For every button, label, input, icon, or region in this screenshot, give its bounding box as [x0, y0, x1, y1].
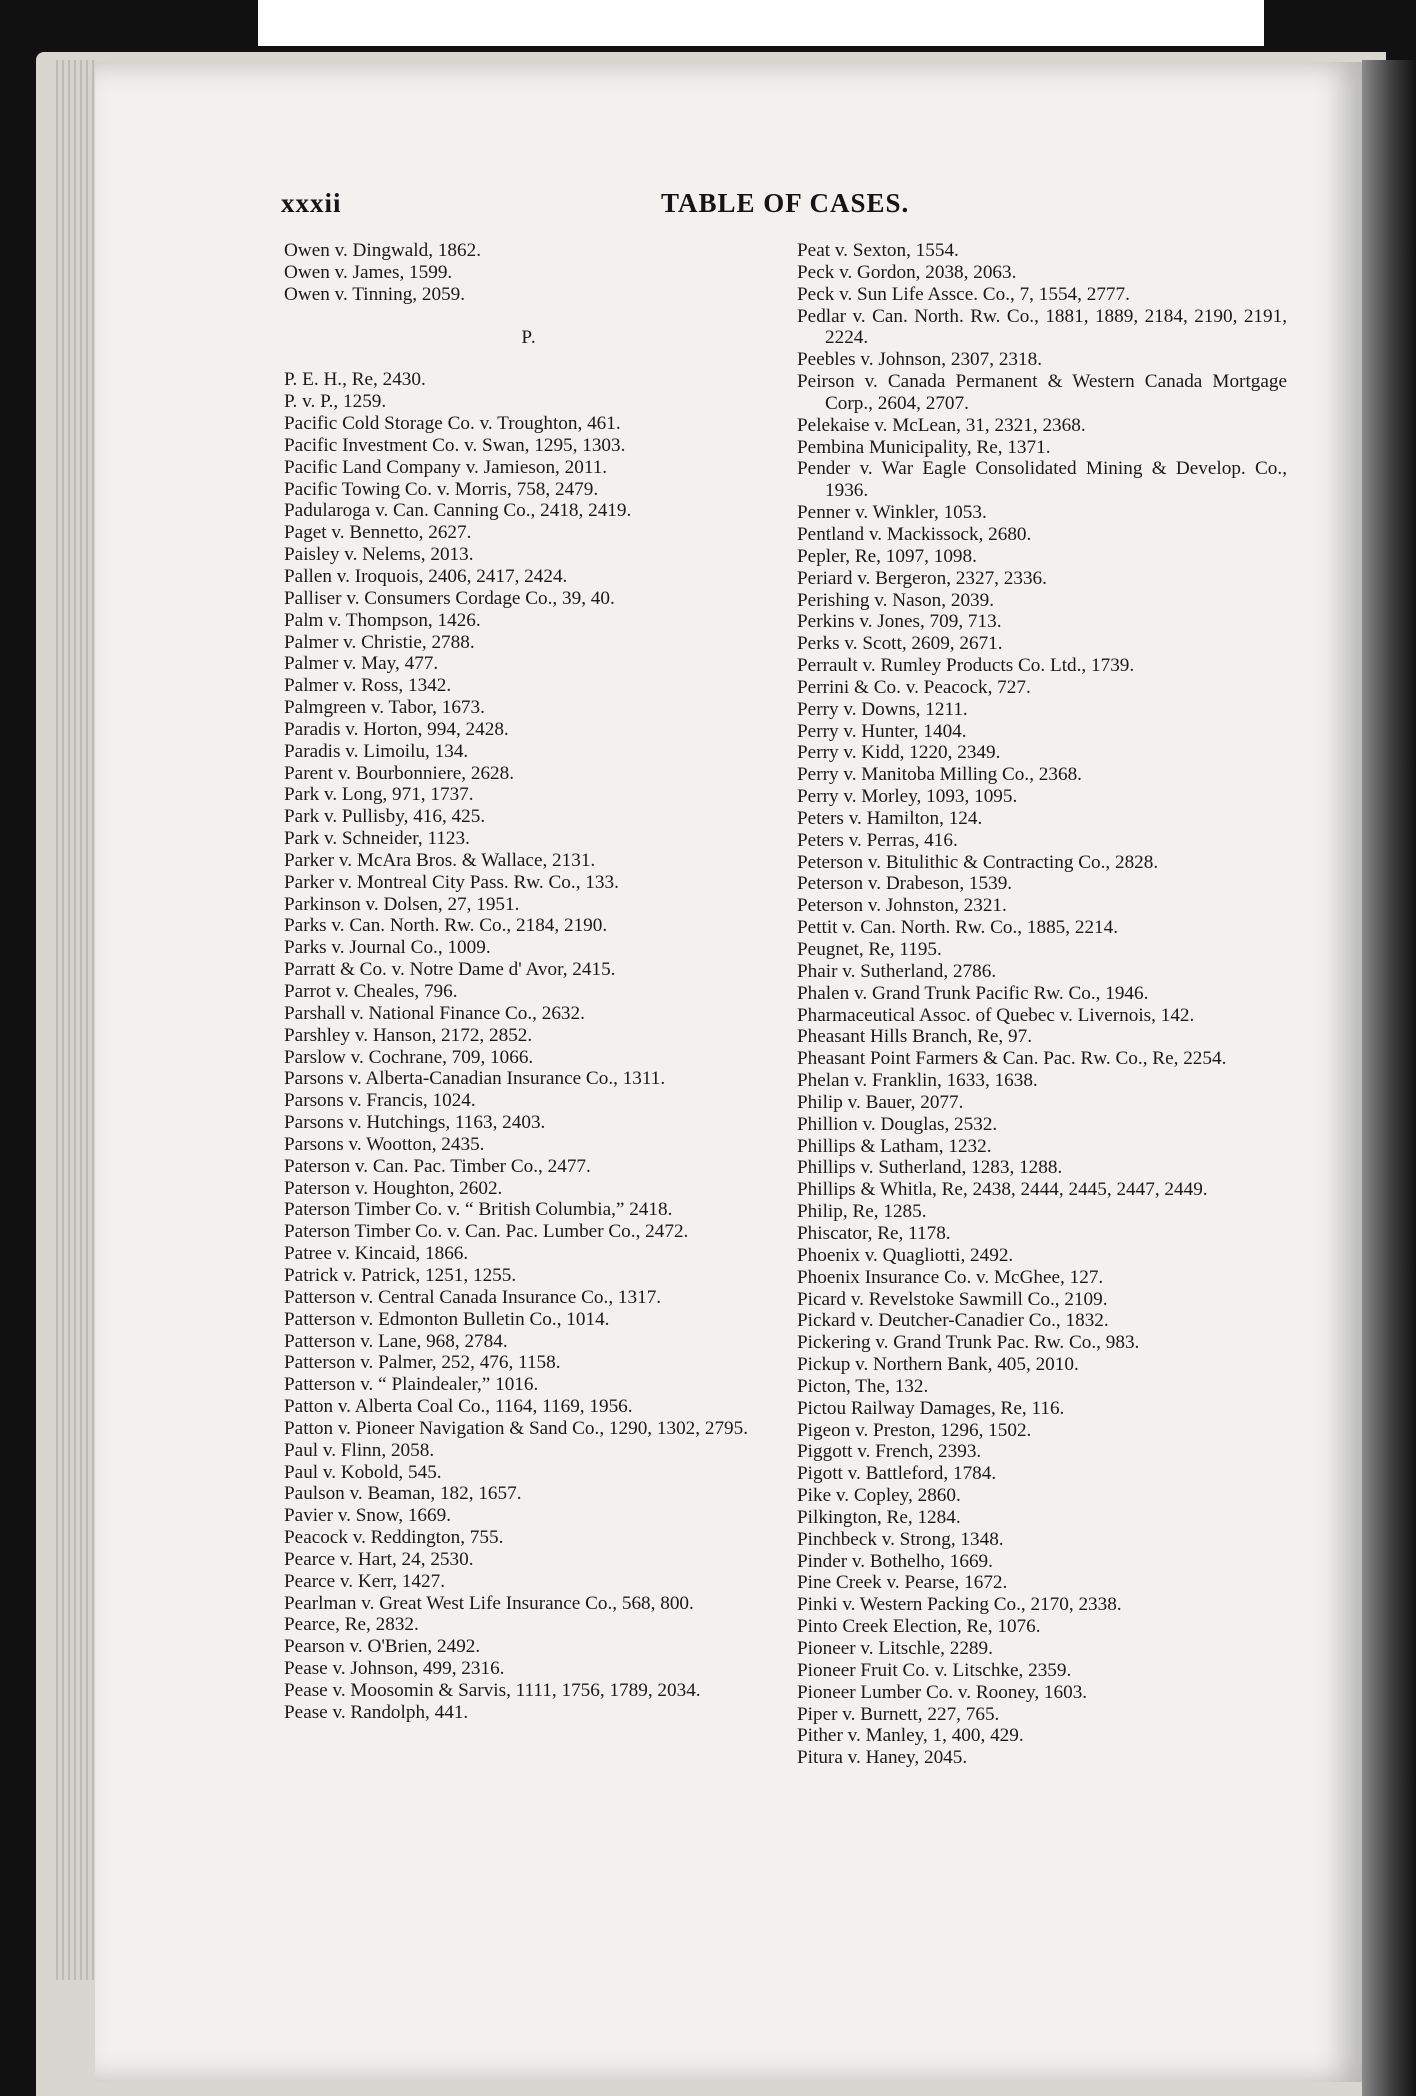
case-entry: Paul v. Flinn, 2058. — [284, 1439, 435, 1461]
case-entry: Peacock v. Reddington, 755. — [284, 1527, 504, 1549]
case-entry: Penner v. Winkler, 1053. — [797, 502, 987, 524]
case-entry: Phalen v. Grand Trunk Pacific Rw. Co., 1946. — [797, 982, 1149, 1004]
section-letter: P. — [521, 326, 537, 348]
case-entry: Pease v. Johnson, 499, 2316. — [284, 1658, 505, 1680]
case-entry: Pacific Investment Co. v. Swan, 1295, 1303. — [284, 434, 626, 456]
case-entry: Patrick v. Patrick, 1251, 1255. — [284, 1264, 517, 1286]
case-entry: Pettit v. Can. North. Rw. Co., 1885, 2214. — [797, 917, 1119, 939]
case-entry: Pearce v. Kerr, 1427. — [284, 1570, 446, 1592]
case-entry: Pilkington, Re, 1284. — [797, 1506, 961, 1528]
case-entry: Pinto Creek Election, Re, 1076. — [797, 1616, 1041, 1638]
case-entry: Palliser v. Consumers Cordage Co., 39, 40. — [284, 587, 615, 609]
case-entry: Perishing v. Nason, 2039. — [797, 589, 995, 611]
case-entry: Peterson v. Drabeson, 1539. — [797, 873, 1013, 895]
case-entry: Paterson Timber Co. v. “ British Columbia,” 2418. — [284, 1199, 673, 1221]
case-entry: Pickard v. Deutcher-Canadier Co., 1832. — [797, 1310, 1109, 1332]
case-entry: Patterson v. Lane, 968, 2784. — [284, 1330, 508, 1352]
case-entry: Pigott v. Battleford, 1784. — [797, 1463, 997, 1485]
case-entry: Pallen v. Iroquois, 2406, 2417, 2424. — [284, 565, 568, 587]
case-entry: Patton v. Pioneer Navigation & Sand Co., 1290, 1302, 2795. — [284, 1417, 749, 1439]
case-entry: Peterson v. Johnston, 2321. — [797, 895, 1007, 917]
case-entry: Pike v. Copley, 2860. — [797, 1485, 961, 1507]
case-entry: Paisley v. Nelems, 2013. — [284, 544, 474, 566]
case-entry: Periard v. Bergeron, 2327, 2336. — [797, 567, 1047, 589]
case-entry: Pavier v. Snow, 1669. — [284, 1505, 451, 1527]
case-entry: Pearce v. Hart, 24, 2530. — [284, 1548, 474, 1570]
case-entry: Phillion v. Douglas, 2532. — [797, 1113, 998, 1135]
case-entry: Pearce, Re, 2832. — [284, 1614, 419, 1636]
running-title: TABLE OF CASES. — [661, 188, 910, 218]
case-entry: Pharmaceutical Assoc. of Quebec v. Livernois, 142. — [797, 1004, 1195, 1026]
case-entry: Padularoga v. Can. Canning Co., 2418, 2419. — [284, 500, 632, 522]
case-entry: Pheasant Hills Branch, Re, 97. — [797, 1026, 1033, 1048]
case-entry: Parks v. Can. North. Rw. Co., 2184, 2190. — [284, 915, 608, 937]
case-entry: Perry v. Morley, 1093, 1095. — [797, 786, 1018, 808]
case-entry: Pacific Towing Co. v. Morris, 758, 2479. — [284, 478, 599, 500]
case-entry: Parsons v. Hutchings, 1163, 2403. — [284, 1112, 546, 1134]
case-entry: Parrot v. Cheales, 796. — [284, 981, 458, 1002]
case-entry: Peterson v. Bitulithic & Contracting Co., 2828. — [797, 851, 1159, 873]
case-entry: Parshley v. Hanson, 2172, 2852. — [284, 1024, 533, 1046]
case-entry: Paterson v. Houghton, 2602. — [284, 1177, 503, 1199]
case-entry: Palmgreen v. Tabor, 1673. — [284, 697, 485, 719]
case-entry: Paterson Timber Co. v. Can. Pac. Lumber Co., 2472. — [284, 1221, 689, 1243]
case-entry: Philip v. Bauer, 2077. — [797, 1091, 964, 1113]
case-entry: Pinder v. Bothelho, 1669. — [797, 1550, 993, 1572]
case-entry: Parshall v. National Finance Co., 2632. — [284, 1002, 585, 1024]
case-entry: Phillips & Whitla, Re, 2438, 2444, 2445, 2447, 2449. — [797, 1179, 1208, 1201]
case-entry: Phillips v. Sutherland, 1283, 1288. — [797, 1157, 1063, 1179]
case-entry: Paul v. Kobold, 545. — [284, 1461, 442, 1483]
case-entry: Picton, The, 132. — [797, 1375, 929, 1397]
case-entry: Pembina Municipality, Re, 1371. — [797, 436, 1051, 458]
case-entry: Pearson v. O'Brien, 2492. — [284, 1636, 481, 1658]
left-entries — [284, 369, 774, 1723]
case-entry: Peck v. Gordon, 2038, 2063. — [797, 261, 1017, 283]
case-entry: Parsons v. Francis, 1024. — [284, 1090, 476, 1112]
case-entry: Paget v. Bennetto, 2627. — [284, 522, 472, 544]
case-entry: Parkinson v. Dolsen, 27, 1951. — [284, 893, 520, 915]
page-header — [281, 188, 1285, 220]
case-entry: Pither v. Manley, 1, 400, 429. — [797, 1725, 1024, 1747]
case-entry: Phillips & Latham, 1232. — [797, 1135, 992, 1157]
case-entry: Patree v. Kincaid, 1866. — [284, 1243, 469, 1265]
case-entry: Patterson v. “ Plaindealer,” 1016. — [284, 1374, 539, 1396]
case-entry: Peat v. Sexton, 1554. — [797, 240, 959, 261]
case-entry: Patterson v. Central Canada Insurance Co., 1317. — [284, 1286, 662, 1308]
case-entry: Peirson v. Canada Permanent & Western Canada Mortgage Corp., 2604, 2707. — [797, 371, 1287, 414]
case-entry: Owen v. Tinning, 2059. — [284, 283, 466, 305]
right-entries — [797, 240, 1287, 1769]
page-stack-edge — [56, 60, 96, 1980]
case-entry: Park v. Long, 971, 1737. — [284, 784, 474, 806]
case-entry: Patton v. Alberta Coal Co., 1164, 1169, 1956. — [284, 1396, 633, 1418]
case-entry: Perks v. Scott, 2609, 2671. — [797, 633, 1003, 655]
case-entry: Picard v. Revelstoke Sawmill Co., 2109. — [797, 1288, 1108, 1310]
case-entry: Pentland v. Mackissock, 2680. — [797, 523, 1032, 545]
case-entry: Pictou Railway Damages, Re, 116. — [797, 1397, 1065, 1419]
case-entry: Palmer v. Ross, 1342. — [284, 675, 452, 697]
case-entry: Peters v. Perras, 416. — [797, 829, 958, 851]
case-entry: Parks v. Journal Co., 1009. — [284, 937, 491, 959]
case-entry: Perry v. Hunter, 1404. — [797, 720, 967, 742]
case-entry: Philip, Re, 1285. — [797, 1201, 927, 1223]
case-entry: Owen v. James, 1599. — [284, 261, 453, 283]
case-entry: Palmer v. Christie, 2788. — [284, 631, 475, 653]
case-entry: Peugnet, Re, 1195. — [797, 939, 942, 960]
case-entry: Pepler, Re, 1097, 1098. — [797, 545, 977, 567]
case-entry: Perrault v. Rumley Products Co. Ltd., 1739. — [797, 655, 1135, 677]
case-entry: Pigeon v. Preston, 1296, 1502. — [797, 1419, 1032, 1441]
case-entry: Perry v. Kidd, 1220, 2349. — [797, 742, 1001, 764]
case-entry: Pine Creek v. Pearse, 1672. — [797, 1572, 1008, 1594]
case-entry: Pitura v. Haney, 2045. — [797, 1747, 968, 1769]
case-entry: Pioneer Fruit Co. v. Litschke, 2359. — [797, 1659, 1072, 1681]
case-entry: Pheasant Point Farmers & Can. Pac. Rw. Co., Re, 2254. — [797, 1048, 1227, 1070]
case-entry: Pacific Land Company v. Jamieson, 2011. — [284, 456, 608, 478]
case-entry: Patterson v. Palmer, 252, 476, 1158. — [284, 1352, 561, 1374]
case-entry: Perrini & Co. v. Peacock, 727. — [797, 676, 1031, 698]
left-column — [284, 240, 774, 1724]
case-entry: Park v. Pullisby, 416, 425. — [284, 806, 486, 828]
case-entry: Parslow v. Cochrane, 709, 1066. — [284, 1046, 534, 1068]
case-entry: Phair v. Sutherland, 2786. — [797, 960, 997, 982]
case-entry: Pacific Cold Storage Co. v. Troughton, 461. — [284, 413, 621, 435]
page-number: xxxii — [281, 188, 342, 218]
case-entry: Pinki v. Western Packing Co., 2170, 2338. — [797, 1594, 1122, 1616]
case-entry: Pease v. Randolph, 441. — [284, 1701, 469, 1723]
case-entry: Palmer v. May, 477. — [284, 653, 439, 675]
case-entry: Palm v. Thompson, 1426. — [284, 609, 481, 631]
case-entry: Paradis v. Limoilu, 134. — [284, 740, 469, 762]
case-entry: Phiscator, Re, 1178. — [797, 1222, 951, 1244]
case-entry: Perry v. Manitoba Milling Co., 2368. — [797, 764, 1082, 786]
case-entry: Park v. Schneider, 1123. — [284, 828, 470, 850]
top-tab — [258, 0, 1264, 46]
case-entry: Perkins v. Jones, 709, 713. — [797, 611, 1002, 633]
case-entry: Pinchbeck v. Strong, 1348. — [797, 1528, 1004, 1550]
case-entry: Pioneer v. Litschle, 2289. — [797, 1638, 993, 1659]
case-entry: Parent v. Bourbonniere, 2628. — [284, 762, 515, 784]
case-entry: Patterson v. Edmonton Bulletin Co., 1014. — [284, 1308, 610, 1330]
right-column — [797, 240, 1287, 1769]
case-entry: Piggott v. French, 2393. — [797, 1441, 982, 1463]
case-entry: Pickup v. Northern Bank, 405, 2010. — [797, 1354, 1079, 1376]
case-entry: Perry v. Downs, 1211. — [797, 698, 968, 720]
case-entry: Pickering v. Grand Trunk Pac. Rw. Co., 983. — [797, 1332, 1140, 1354]
binding-shadow — [1362, 60, 1416, 2096]
case-entry: Pender v. War Eagle Consolidated Mining & Develop. Co., 1936. — [797, 458, 1287, 502]
case-entry: Parsons v. Wootton, 2435. — [284, 1133, 485, 1155]
case-entry: Pease v. Moosomin & Sarvis, 1111, 1756, 1789, 2034. — [284, 1680, 701, 1701]
case-entry: Pelekaise v. McLean, 31, 2321, 2368. — [797, 414, 1086, 436]
case-entry: P. E. H., Re, 2430. — [284, 369, 426, 391]
case-entry: Owen v. Dingwald, 1862. — [284, 240, 481, 261]
case-entry: Peck v. Sun Life Assce. Co., 7, 1554, 2777. — [797, 283, 1130, 305]
case-entry: Phelan v. Franklin, 1633, 1638. — [797, 1070, 1038, 1092]
case-entry: Peebles v. Johnson, 2307, 2318. — [797, 349, 1042, 371]
case-entry: Pioneer Lumber Co. v. Rooney, 1603. — [797, 1681, 1088, 1703]
case-entry: Phoenix v. Quagliotti, 2492. — [797, 1244, 1014, 1266]
case-entry: Pearlman v. Great West Life Insurance Co., 568, 800. — [284, 1592, 694, 1614]
case-entry: Parsons v. Alberta-Canadian Insurance Co., 1311. — [284, 1068, 666, 1090]
case-entry: Phoenix Insurance Co. v. McGhee, 127. — [797, 1266, 1104, 1288]
case-entry: Paterson v. Can. Pac. Timber Co., 2477. — [284, 1155, 591, 1177]
case-entry: Paradis v. Horton, 994, 2428. — [284, 718, 509, 740]
case-entry: Parratt & Co. v. Notre Dame d' Avor, 2415. — [284, 959, 616, 981]
case-entry: Parker v. McAra Bros. & Wallace, 2131. — [284, 849, 596, 871]
case-entry: Peters v. Hamilton, 124. — [797, 807, 983, 829]
case-entry: Pedlar v. Can. North. Rw. Co., 1881, 1889, 2184, 2190, 2191, 2224. — [797, 305, 1287, 349]
case-entry: Parker v. Montreal City Pass. Rw. Co., 133. — [284, 871, 619, 893]
case-entry: P. v. P., 1259. — [284, 391, 387, 413]
left-top-entries — [284, 240, 774, 306]
case-entry: Paulson v. Beaman, 182, 1657. — [284, 1483, 522, 1505]
case-entry: Piper v. Burnett, 227, 765. — [797, 1703, 1000, 1725]
